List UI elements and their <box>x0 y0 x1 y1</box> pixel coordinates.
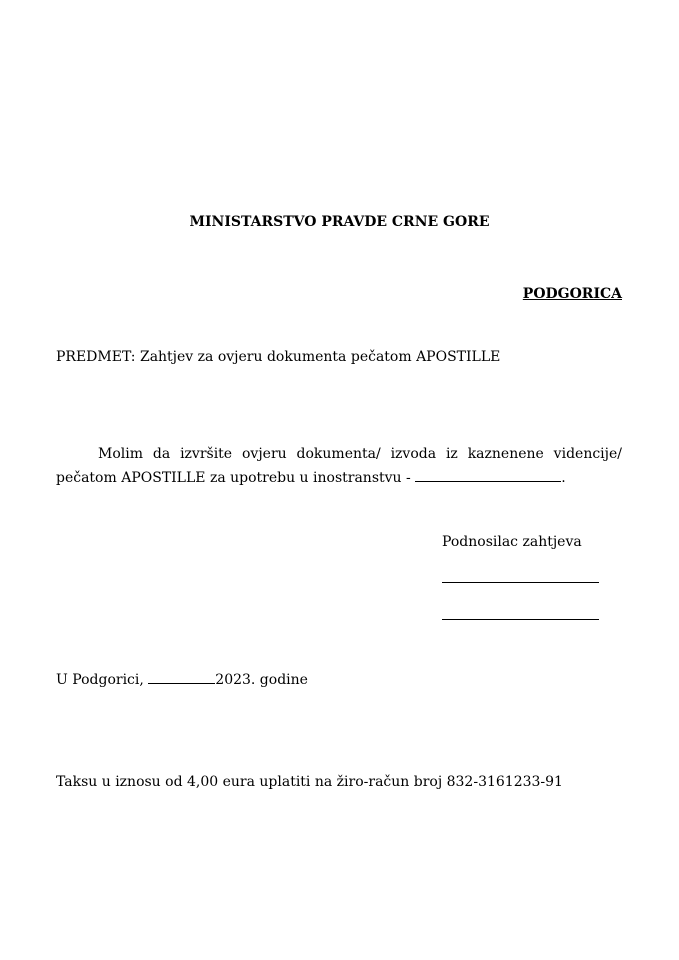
place-suffix: 2023. godine <box>215 672 308 688</box>
ministry-heading: MINISTARSTVO PRAVDE CRNE GORE <box>189 214 490 230</box>
signature-line-2[interactable] <box>442 619 599 620</box>
date-blank-field[interactable] <box>148 669 215 684</box>
place-date-line <box>56 669 308 688</box>
tax-note: Taksu u iznosu od 4,00 eura uplatiti na žiro-račun broj 832-3161233-91 <box>56 774 563 790</box>
subject-line: PREDMET: Zahtjev za ovjeru dokumenta pečatom APOSTILLE <box>56 349 501 365</box>
signature-label: Podnosilac zahtjeva <box>442 534 582 550</box>
city-heading: PODGORICA <box>522 286 622 302</box>
request-paragraph <box>56 442 622 490</box>
country-blank-field[interactable] <box>415 467 561 482</box>
request-text: Molim da izvršite ovjeru dokumenta/ izvoda iz kaznenene videncije/ pečatom APOSTILLE za upotrebu u inostranstvu - <box>56 446 622 486</box>
request-end: . <box>561 470 566 486</box>
place-prefix: U Podgorici, <box>56 672 149 688</box>
signature-line-1[interactable] <box>442 582 599 583</box>
